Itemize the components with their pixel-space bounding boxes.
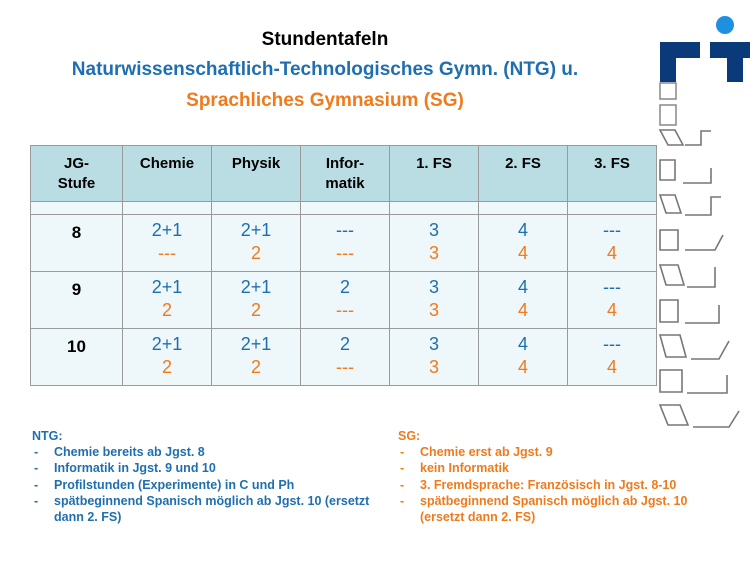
- hours-cell: [123, 272, 212, 329]
- sg-hours: 3: [428, 357, 439, 377]
- sg-hours: ---: [336, 300, 354, 320]
- hours-cell: [568, 272, 657, 329]
- table-row: [31, 272, 657, 329]
- spacer-cell: [479, 202, 568, 215]
- hours-cell: [212, 329, 301, 386]
- ntg-hours: 2+1: [151, 334, 183, 354]
- hours-cell: [479, 329, 568, 386]
- sg-hours: 4: [606, 243, 617, 263]
- ntg-hours: 3: [428, 220, 439, 240]
- hours-cell: [390, 272, 479, 329]
- table-header-row: [31, 146, 657, 202]
- sg-hours: 2: [161, 357, 172, 377]
- sg-hours: ---: [336, 357, 354, 377]
- subtitle-sg: Sprachliches Gymnasium (SG): [186, 90, 464, 111]
- column-header: Chemie: [123, 146, 212, 202]
- hours-cell: [568, 329, 657, 386]
- hours-cell: [123, 329, 212, 386]
- spacer-cell: [123, 202, 212, 215]
- column-header: Infor- matik: [301, 146, 390, 202]
- ntg-hours: 2: [339, 334, 350, 354]
- list-item: - Profilstunden (Experimente) in C und Ph: [32, 477, 382, 493]
- page-title: Stundentafeln: [261, 29, 389, 50]
- column-header: 1. FS: [390, 146, 479, 202]
- list-item: - spätbeginnend Spanisch möglich ab Jgst. 10 (ersetzt dann 2. FS): [398, 493, 718, 525]
- ntg-hours: 3: [428, 334, 439, 354]
- spacer-cell: [212, 202, 301, 215]
- hours-cell: [301, 329, 390, 386]
- table-row: [31, 329, 657, 386]
- school-logo-icon: [655, 15, 750, 435]
- grade-cell: 9: [31, 272, 123, 329]
- timetable: [30, 145, 657, 386]
- sg-hours: ---: [336, 243, 354, 263]
- spacer-cell: [390, 202, 479, 215]
- sg-hours: 4: [606, 357, 617, 377]
- ntg-hours: 4: [517, 334, 528, 354]
- list-item: - kein Informatik: [398, 460, 718, 476]
- sg-hours: 4: [517, 243, 528, 263]
- ntg-hours: 2+1: [240, 277, 272, 297]
- spacer-cell: [568, 202, 657, 215]
- hours-cell: [301, 215, 390, 272]
- ntg-hours: 4: [517, 220, 528, 240]
- ntg-hours: 2+1: [151, 277, 183, 297]
- column-header: Physik: [212, 146, 301, 202]
- sg-hours: 4: [606, 300, 617, 320]
- hours-cell: [479, 272, 568, 329]
- list-item: - 3. Fremdsprache: Französisch in Jgst. 8-10: [398, 477, 718, 493]
- column-header: JG- Stufe: [31, 146, 123, 202]
- ntg-notes: [32, 428, 382, 525]
- subtitle-ntg: Naturwissenschaftlich-Technologisches Gymn. (NTG) u.: [71, 59, 579, 80]
- ntg-hours: ---: [336, 220, 354, 240]
- sg-hours: 3: [428, 243, 439, 263]
- sg-notes: [398, 428, 718, 525]
- list-item: - Informatik in Jgst. 9 und 10: [32, 460, 382, 476]
- spacer-cell: [31, 202, 123, 215]
- ntg-hours: 2: [339, 277, 350, 297]
- sg-hours: 2: [250, 300, 261, 320]
- ntg-hours: 2+1: [240, 334, 272, 354]
- ntg-hours: 2+1: [240, 220, 272, 240]
- spacer-cell: [301, 202, 390, 215]
- sg-hours: 4: [517, 300, 528, 320]
- table-row: [31, 215, 657, 272]
- sg-hours: ---: [158, 243, 176, 263]
- ntg-hours: ---: [603, 334, 621, 354]
- sg-notes-heading: SG:: [398, 429, 421, 443]
- ntg-hours: 3: [428, 277, 439, 297]
- list-item: - spätbeginnend Spanisch möglich ab Jgst. 10 (ersetzt dann 2. FS): [32, 493, 382, 525]
- sg-hours: 2: [250, 243, 261, 263]
- ntg-hours: 4: [517, 277, 528, 297]
- sg-hours: 4: [517, 357, 528, 377]
- hours-cell: [301, 272, 390, 329]
- sg-hours: 2: [161, 300, 172, 320]
- sg-hours: 3: [428, 300, 439, 320]
- list-item: - Chemie erst ab Jgst. 9: [398, 444, 718, 460]
- hours-cell: [212, 272, 301, 329]
- ntg-hours: ---: [603, 277, 621, 297]
- hours-cell: [568, 215, 657, 272]
- ntg-notes-list: [32, 444, 382, 525]
- column-header: 2. FS: [479, 146, 568, 202]
- hours-cell: [390, 329, 479, 386]
- hours-cell: [123, 215, 212, 272]
- hours-cell: [479, 215, 568, 272]
- hours-cell: [212, 215, 301, 272]
- sg-notes-list: [398, 444, 718, 525]
- grade-cell: 8: [31, 215, 123, 272]
- list-item: - Chemie bereits ab Jgst. 8: [32, 444, 382, 460]
- hours-cell: [390, 215, 479, 272]
- ntg-hours: ---: [603, 220, 621, 240]
- ntg-notes-heading: NTG:: [32, 429, 63, 443]
- sg-hours: 2: [250, 357, 261, 377]
- grade-cell: 10: [31, 329, 123, 386]
- ntg-hours: 2+1: [151, 220, 183, 240]
- column-header: 3. FS: [568, 146, 657, 202]
